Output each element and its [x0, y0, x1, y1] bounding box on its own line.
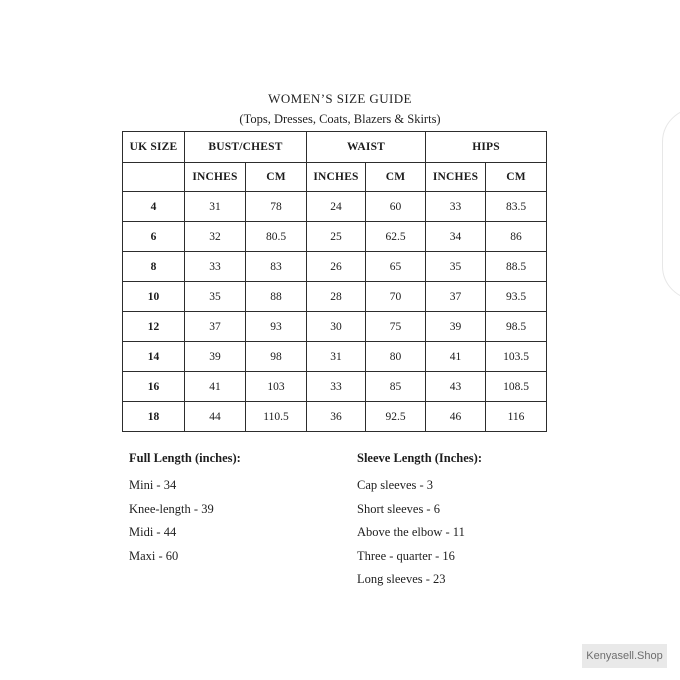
uk-size-value: 6: [123, 222, 185, 252]
hips-cm-value: 93.5: [486, 282, 547, 312]
hips-inches-value: 41: [426, 342, 486, 372]
bust-cm-value: 83: [246, 252, 307, 282]
hips-cm-value: 88.5: [486, 252, 547, 282]
sleeve-length-section: [357, 447, 482, 592]
hips-inches-value: 39: [426, 312, 486, 342]
waist-inches-value: 31: [307, 342, 366, 372]
full-length-list: [129, 474, 241, 568]
list-item: Knee-length - 39: [129, 501, 214, 516]
bust-inches-value: 32: [185, 222, 246, 252]
bust-cm-value: 98: [246, 342, 307, 372]
header-bust-inches: INCHES: [185, 163, 246, 192]
waist-inches-value: 25: [307, 222, 366, 252]
waist-inches-value: 26: [307, 252, 366, 282]
bust-inches-value: 31: [185, 192, 246, 222]
list-item: Long sleeves - 23: [357, 572, 446, 586]
hips-cm-value: 116: [486, 402, 547, 432]
full-length-heading: Full Length (inches):: [129, 451, 241, 465]
waist-inches-value: 30: [307, 312, 366, 342]
header-hips-cm: CM: [486, 163, 547, 192]
uk-size-value: 18: [123, 402, 185, 432]
header-hips: HIPS: [426, 132, 547, 163]
table-row-size-12: [123, 312, 547, 342]
list-item: Short sleeves - 6: [357, 501, 440, 516]
waist-cm-value: 85: [366, 372, 426, 402]
waist-cm-value: 62.5: [366, 222, 426, 252]
hips-cm-value: 83.5: [486, 192, 547, 222]
list-item: Maxi - 60: [129, 548, 179, 563]
waist-inches-value: 28: [307, 282, 366, 312]
waist-inches-value: 36: [307, 402, 366, 432]
watermark-label: Kenyasell.Shop: [586, 650, 663, 662]
waist-cm-value: 75: [366, 312, 426, 342]
header-hips-inches: INCHES: [426, 163, 486, 192]
sleeve-length-list: [357, 474, 482, 592]
header-waist-inches: INCHES: [307, 163, 366, 192]
table-row-size-4: [123, 192, 547, 222]
table-group-header-row: [123, 132, 547, 163]
uk-size-value: 10: [123, 282, 185, 312]
header-uk-size: UK SIZE: [123, 132, 185, 163]
size-guide-table: [122, 131, 547, 432]
bust-cm-value: 103: [246, 372, 307, 402]
table-row-size-8: [123, 252, 547, 282]
header-bust-cm: CM: [246, 163, 307, 192]
hips-inches-value: 43: [426, 372, 486, 402]
bust-cm-value: 110.5: [246, 402, 307, 432]
uk-size-value: 16: [123, 372, 185, 402]
hips-inches-value: 35: [426, 252, 486, 282]
bust-cm-value: 80.5: [246, 222, 307, 252]
table-row-size-6: [123, 222, 547, 252]
bust-inches-value: 39: [185, 342, 246, 372]
bust-cm-value: 78: [246, 192, 307, 222]
hips-cm-value: 103.5: [486, 342, 547, 372]
hips-inches-value: 46: [426, 402, 486, 432]
hips-inches-value: 33: [426, 192, 486, 222]
uk-size-value: 14: [123, 342, 185, 372]
faint-edge-outline: [662, 108, 680, 300]
header-waist: WAIST: [307, 132, 426, 163]
page-title: WOMEN’S SIZE GUIDE: [268, 91, 412, 106]
table-row-size-10: [123, 282, 547, 312]
bust-cm-value: 88: [246, 282, 307, 312]
list-item: Cap sleeves - 3: [357, 478, 434, 492]
list-item: Above the elbow - 11: [357, 525, 465, 539]
header-waist-cm: CM: [366, 163, 426, 192]
header-empty-cell: [123, 163, 185, 192]
waist-cm-value: 92.5: [366, 402, 426, 432]
table-row-size-14: [123, 342, 547, 372]
table-row-size-18: [123, 402, 547, 432]
bust-cm-value: 93: [246, 312, 307, 342]
uk-size-value: 8: [123, 252, 185, 282]
header-bust-chest: BUST/CHEST: [185, 132, 307, 163]
waist-inches-value: 33: [307, 372, 366, 402]
full-length-section: [129, 447, 241, 568]
waist-cm-value: 80: [366, 342, 426, 372]
hips-cm-value: 98.5: [486, 312, 547, 342]
table-row-size-16: [123, 372, 547, 402]
waist-inches-value: 24: [307, 192, 366, 222]
bust-inches-value: 44: [185, 402, 246, 432]
watermark-badge: [582, 644, 667, 668]
bust-inches-value: 33: [185, 252, 246, 282]
hips-inches-value: 34: [426, 222, 486, 252]
uk-size-value: 4: [123, 192, 185, 222]
bust-inches-value: 41: [185, 372, 246, 402]
hips-cm-value: 86: [486, 222, 547, 252]
list-item: Midi - 44: [129, 525, 177, 539]
waist-cm-value: 70: [366, 282, 426, 312]
table-unit-header-row: [123, 163, 547, 192]
bust-inches-value: 35: [185, 282, 246, 312]
sleeve-length-heading: Sleeve Length (Inches):: [357, 451, 482, 465]
list-item: Three - quarter - 16: [357, 548, 455, 563]
waist-cm-value: 60: [366, 192, 426, 222]
bust-inches-value: 37: [185, 312, 246, 342]
list-item: Mini - 34: [129, 478, 177, 492]
hips-inches-value: 37: [426, 282, 486, 312]
waist-cm-value: 65: [366, 252, 426, 282]
hips-cm-value: 108.5: [486, 372, 547, 402]
page-subtitle: (Tops, Dresses, Coats, Blazers & Skirts): [239, 112, 441, 126]
uk-size-value: 12: [123, 312, 185, 342]
